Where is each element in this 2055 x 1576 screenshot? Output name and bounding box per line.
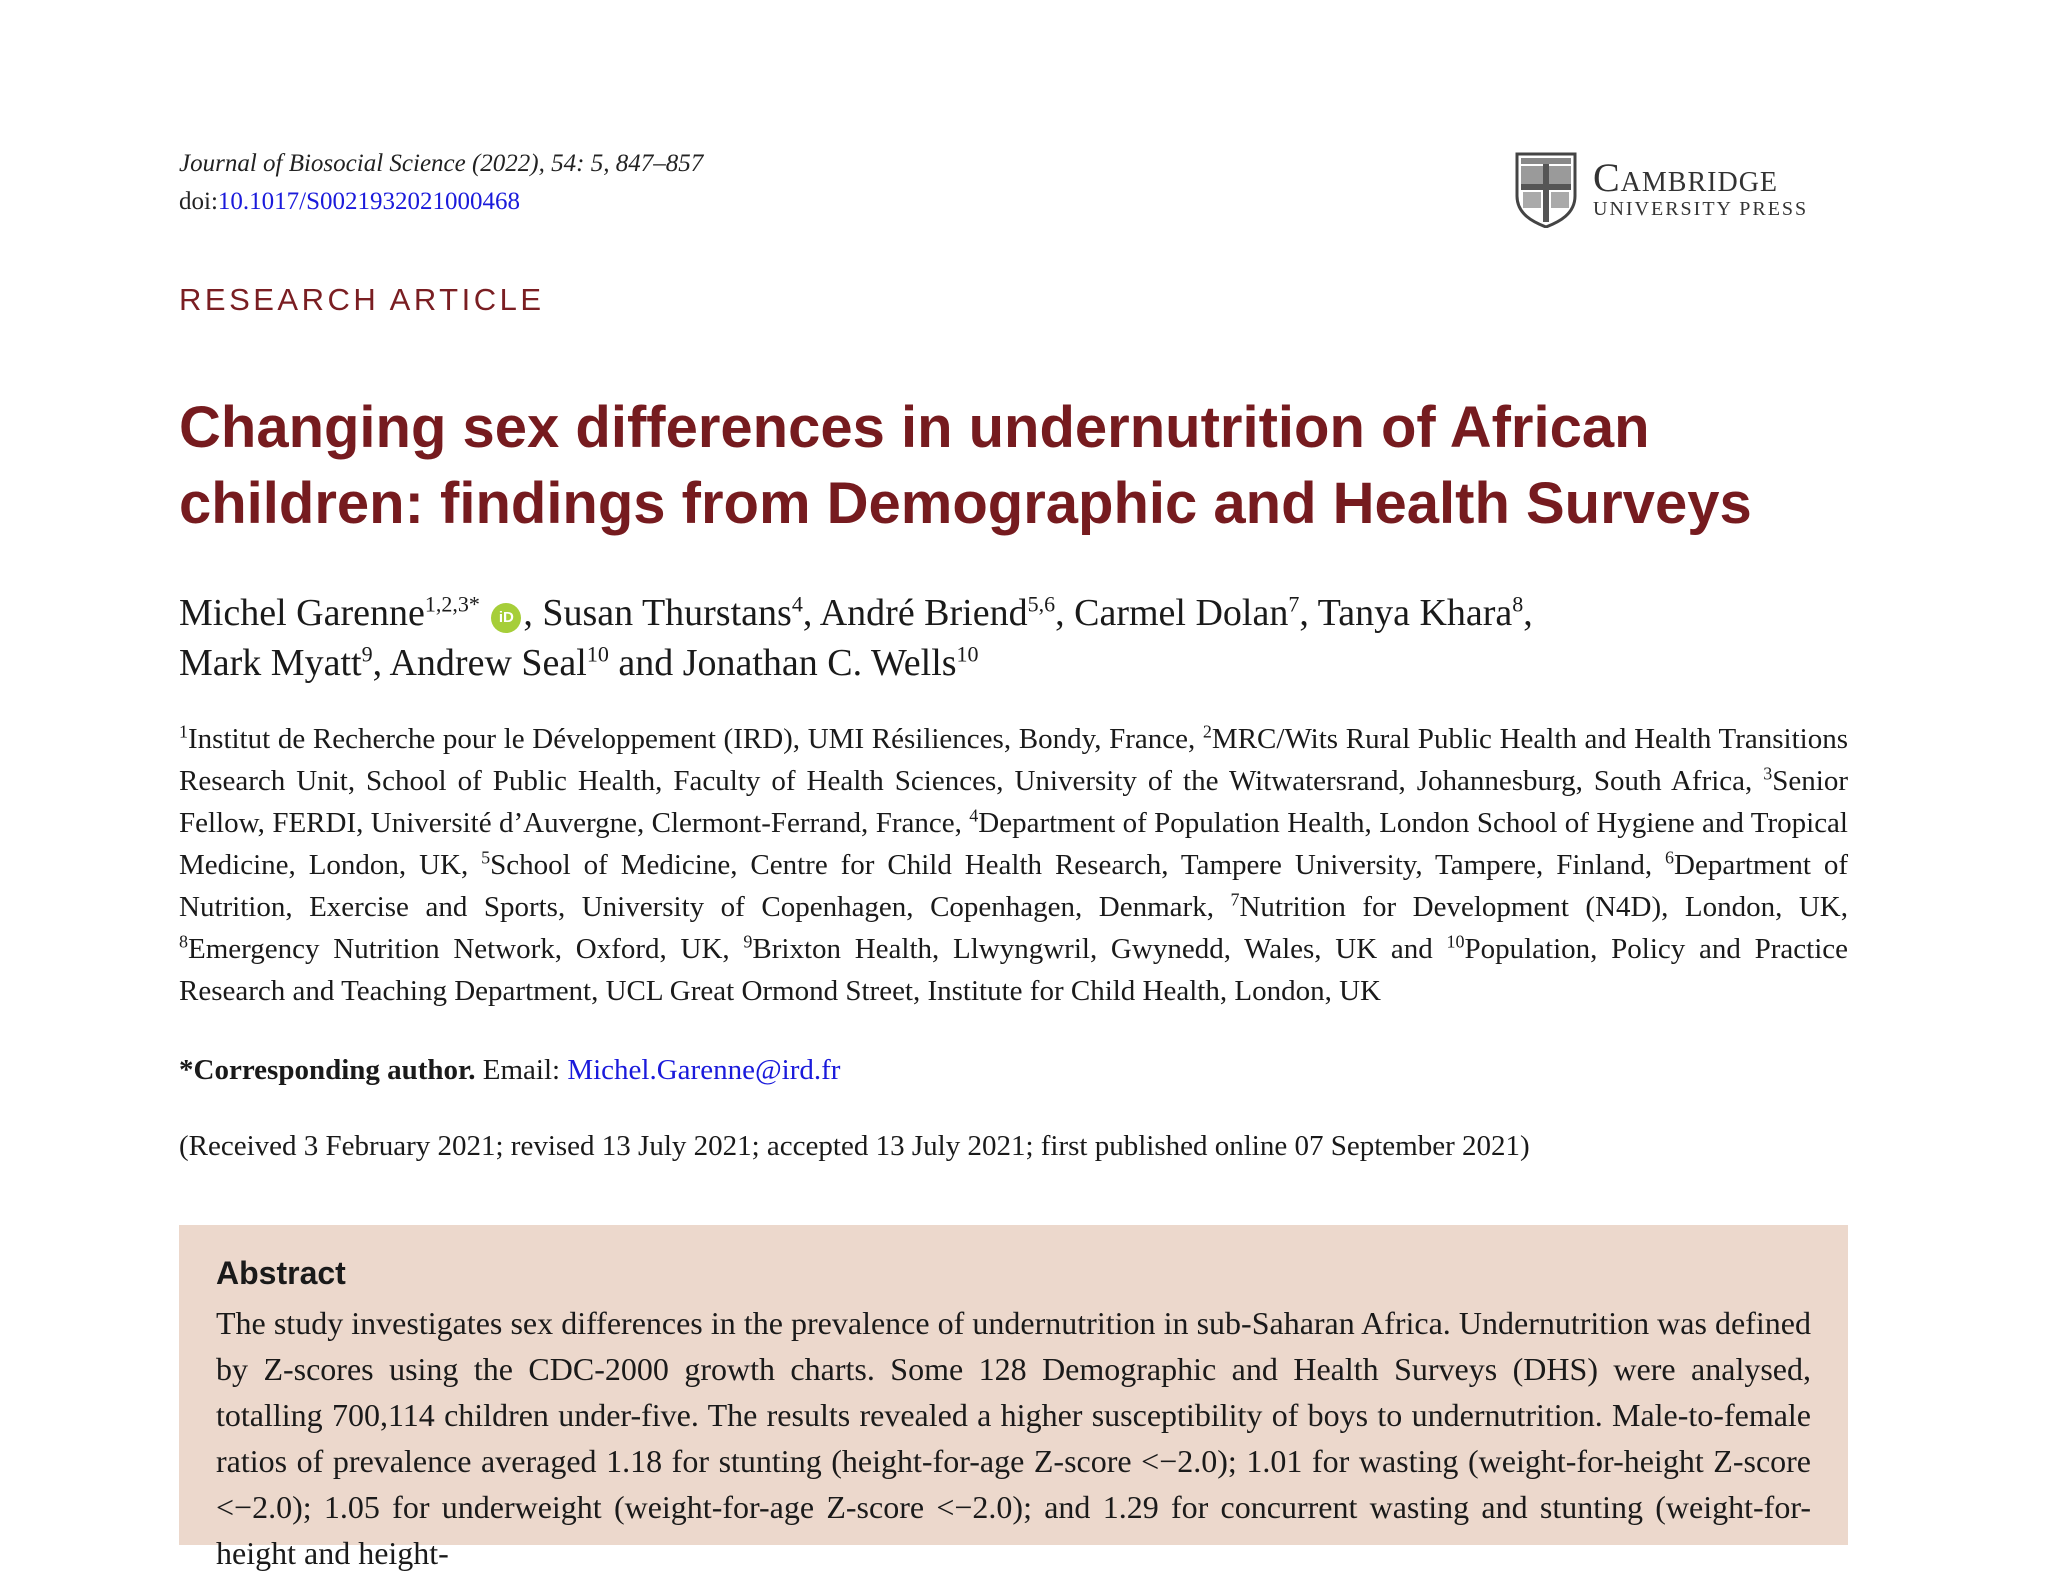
doi-prefix: doi:	[179, 188, 218, 215]
publisher-logo	[1515, 152, 1855, 228]
affil-sup: 6	[1665, 847, 1675, 868]
affil-text: Brixton Health, Llwyngwril, Gwynedd, Wales, UK and	[752, 933, 1447, 965]
affil-sup: 5	[481, 847, 491, 868]
title-line-1: Changing sex differences in undernutrition of African	[179, 395, 1650, 460]
email-link[interactable]: Michel.Garenne@ird.fr	[567, 1054, 841, 1086]
received-dates: (Received 3 February 2021; revised 13 July 2021; accepted 13 July 2021; first published online 07 September 2021)	[179, 1130, 1530, 1162]
author-affil-sup: 5,6	[1027, 591, 1056, 617]
publisher-subtitle: UNIVERSITY PRESS	[1593, 198, 1809, 220]
article-title	[179, 390, 1879, 542]
doi-link[interactable]: 10.1017/S0021932021000468	[217, 188, 521, 215]
publisher-name: Cambridge	[1593, 155, 1779, 200]
author-affil-sup: 9	[361, 641, 373, 667]
title-line-2: children: findings from Demographic and Health Surveys	[179, 471, 1752, 536]
abstract-text: The study investigates sex differences in the prevalence of undernutrition in sub-Saharan Africa. Undernutrition was defined by Z-scores using the CDC-2000 growth charts. Some 128 Demographic and Health Surveys (DHS) were analysed, totalling 700,114 children under-five. The results revealed a higher susceptibility of boys to undernutrition. Male-to-female ratios of prevalence averaged 1.18 for stunting (height-for-age Z-score <−2.0); 1.01 for wasting (weight-for-height Z-score <−2.0); 1.05 for underweight (weight-for-age Z-score <−2.0); and 1.29 for concurrent wasting and stunting (weight-for-height and height-	[216, 1305, 1811, 1571]
affiliations	[179, 718, 1848, 1012]
corresponding-label: *Corresponding author.	[179, 1054, 476, 1086]
author-name: Jonathan C. Wells	[682, 642, 957, 684]
author-list: Michel Garenne$^{1,2,3*}$ iD , Susan Thurstans$^4$, André Briend$^{5,6}$, Carmel Dolan$^7$, Tanya Khara$^8$, Mark Myatt$^9$, Andrew Seal$^{10}$ and Jonathan C. Wells$^{10}$	[179, 591, 1533, 684]
affil-text: Department of Nutrition, Exercise and Sports, University of Copenhagen, Copenhagen, Denmark,	[179, 849, 1848, 923]
affil-sup: 2	[1202, 721, 1212, 742]
author-name: Susan Thurstans	[542, 592, 792, 634]
author-affil-sup: 4	[791, 591, 803, 617]
author-affil-sup: 8	[1512, 591, 1524, 617]
affil-text: Emergency Nutrition Network, Oxford, UK,	[188, 933, 744, 965]
email-label: Email:	[475, 1054, 568, 1086]
author-name: Michel Garenne	[179, 592, 425, 634]
affil-sup: 7	[1230, 889, 1240, 910]
author-name: Mark Myatt	[179, 642, 362, 684]
author-name: Tanya Khara	[1317, 592, 1513, 634]
affil-text: School of Medicine, Centre for Child Health Research, Tampere University, Tampere, Finland,	[490, 849, 1666, 881]
author-affil-sup: 7	[1288, 591, 1300, 617]
author-name: Andrew Seal	[389, 642, 587, 684]
affil-text: MRC/Wits Rural Public Health and Health Transitions Research Unit, School of Public Health, Faculty of Health Sciences, University of the Witwatersrand, Johannesburg, South Africa,	[179, 723, 1848, 797]
affil-text: Population, Policy and Practice Research and Teaching Department, UCL Great Ormond Street, Institute for Child Health, London, UK	[179, 933, 1848, 1007]
orcid-icon[interactable]: iD	[491, 603, 521, 633]
affil-sup: 3	[1763, 763, 1773, 784]
affil-text: Institut de Recherche pour le Développement (IRD), UMI Résiliences, Bondy, France,	[188, 723, 1203, 755]
affil-text: Department of Population Health, London School of Hygiene and Tropical Medicine, London, UK,	[179, 807, 1848, 881]
affil-sup: 8	[179, 931, 188, 952]
affil-sup: 4	[969, 805, 979, 826]
affil-text: Nutrition for Development (N4D), London, UK,	[1239, 891, 1848, 923]
author-affil-sup: 10	[586, 641, 609, 667]
author-name: Carmel Dolan	[1074, 592, 1289, 634]
corresponding-author	[179, 1054, 840, 1087]
affil-text: Senior Fellow, FERDI, Université d’Auvergne, Clermont-Ferrand, France,	[179, 765, 1848, 839]
shield-icon	[1515, 152, 1577, 228]
affil-sup: 1	[179, 721, 188, 742]
journal-citation: Journal of Biosocial Science (2022), 54: 5, 847–857	[179, 150, 704, 177]
corresponding-mark: *	[468, 591, 480, 617]
author-affil-sup: 1,2,3	[424, 591, 469, 617]
author-name: André Briend	[819, 592, 1028, 634]
doi-line	[179, 188, 520, 216]
author-affil-sup: 10	[956, 641, 979, 667]
abstract-box	[179, 1225, 1848, 1571]
article-type: RESEARCH ARTICLE	[179, 282, 545, 317]
abstract-heading: Abstract	[216, 1255, 346, 1291]
affil-sup: 9	[743, 931, 753, 952]
affil-sup: 10	[1446, 931, 1465, 952]
